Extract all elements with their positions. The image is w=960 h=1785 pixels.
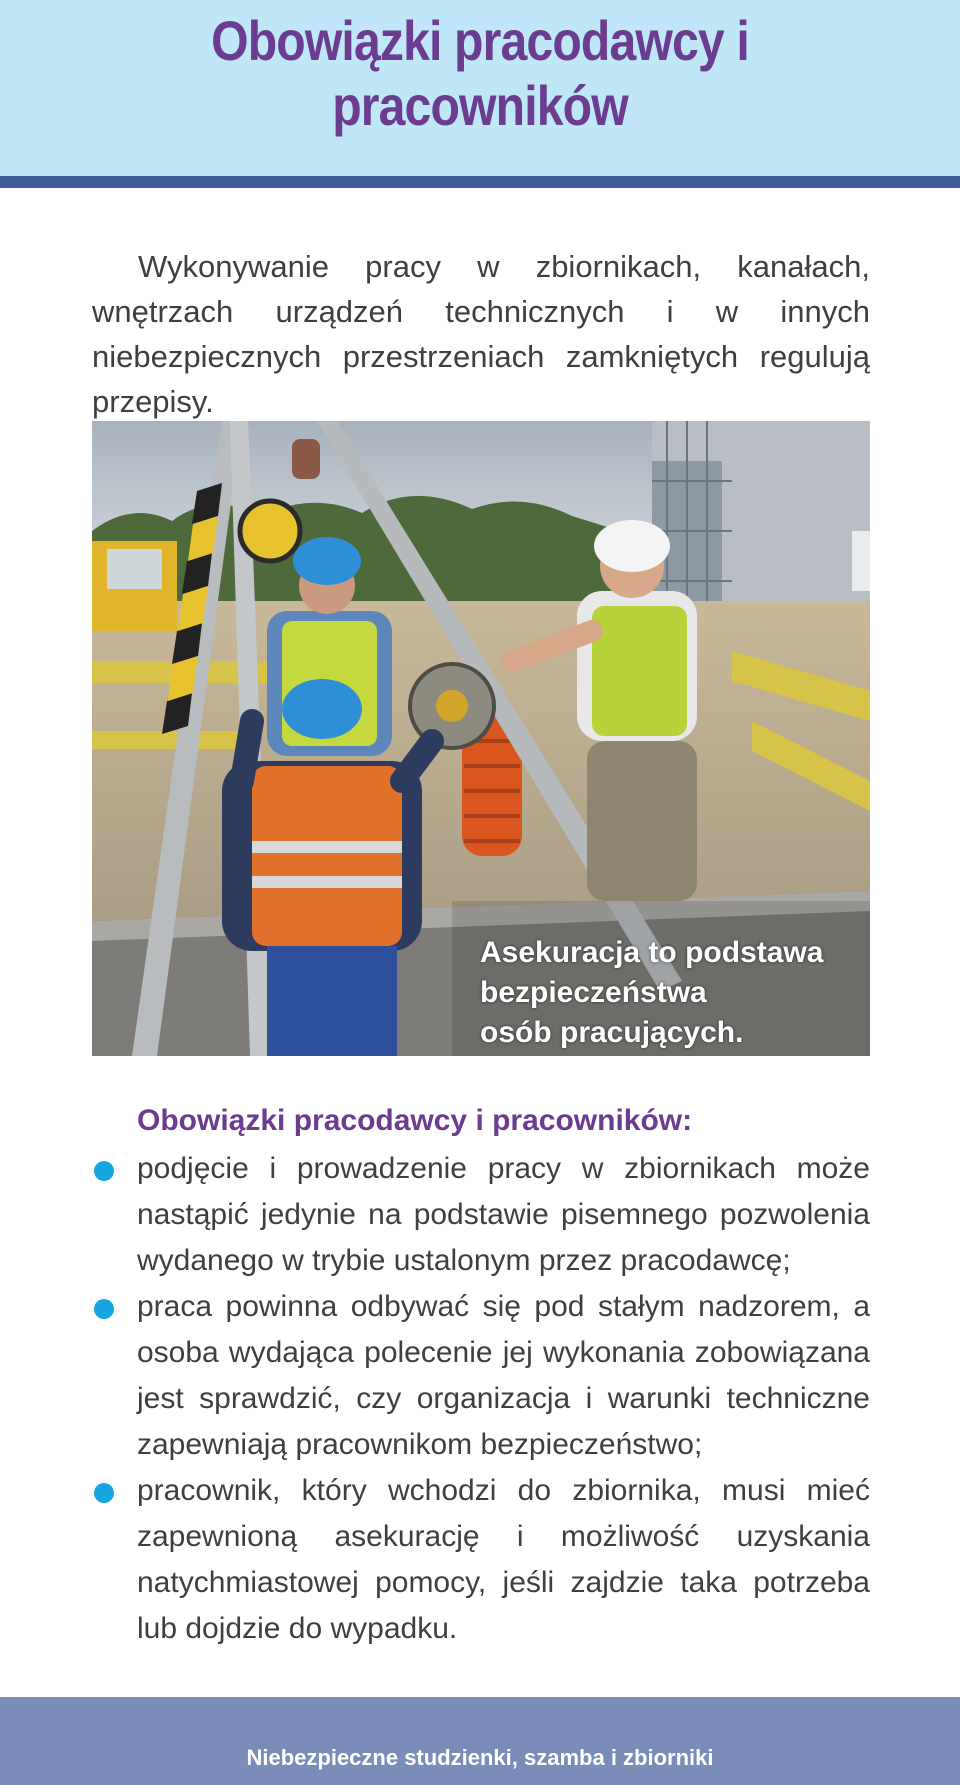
bullet-dot-icon	[94, 1299, 114, 1319]
list-item	[92, 1468, 870, 1652]
duties-list	[92, 1146, 870, 1652]
section-title: Obowiązki pracodawcy i pracowników:	[137, 1104, 693, 1137]
list-item-text: praca powinna odbywać się pod stałym nadzorem, a osoba wydająca polecenie jej wykonania zobowiązana jest sprawdzić, czy organizacja i warunki techniczne zapewniają pracownikom bezpieczeństwo;	[137, 1290, 870, 1461]
list-item	[92, 1284, 870, 1468]
caption-line: Asekuracja to podstawa	[480, 936, 824, 969]
header-banner	[0, 0, 960, 176]
bullet-dot-icon	[94, 1483, 114, 1503]
intro-paragraph: Wykonywanie pracy w zbiornikach, kanałach, wnętrzach urządzeń technicznych i w innych niebezpiecznych przestrzeniach zamkniętych regulują przepisy.	[92, 249, 870, 419]
bullet-dot-icon	[94, 1161, 114, 1181]
list-item-text: pracownik, który wchodzi do zbiornika, musi mieć zapewnioną asekurację i możliwość uzyskania natychmiastowej pomocy, jeśli zajdzie taka potrzeba lub dojdzie do wypadku.	[137, 1474, 870, 1645]
safety-photo	[92, 421, 870, 1056]
caption-line: osób pracujących.	[480, 1016, 744, 1049]
footer-title: Niebezpieczne studzienki, szamba i zbiorniki	[246, 1745, 714, 1770]
caption-line: bezpieczeństwa	[480, 976, 707, 1009]
footer-banner	[0, 1697, 960, 1785]
photo-caption	[480, 933, 860, 1053]
list-item-text: podjęcie i prowadzenie pracy w zbiornikach może nastąpić jedynie na podstawie pisemnego pozwolenia wydanego w trybie ustalonym przez pracodawcę;	[137, 1152, 870, 1277]
list-item	[92, 1146, 870, 1284]
header-divider	[0, 176, 960, 188]
page-title: Obowiązki pracodawcy i pracowników	[211, 9, 749, 137]
